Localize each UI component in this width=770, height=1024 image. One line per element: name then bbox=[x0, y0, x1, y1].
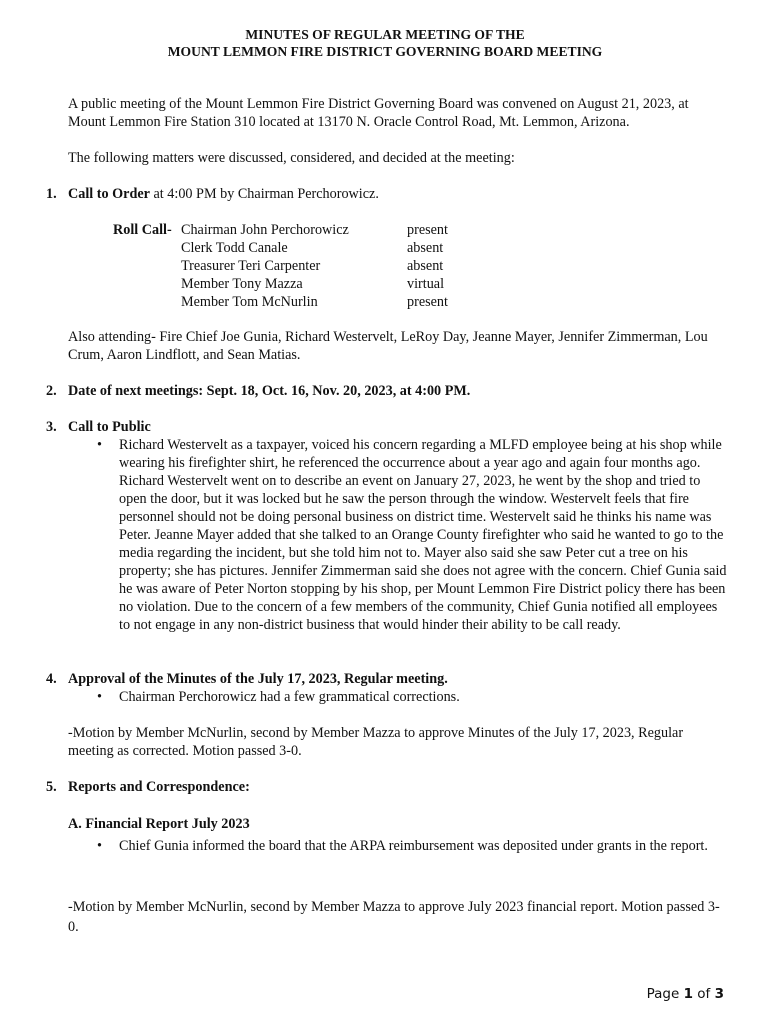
page-word: Page bbox=[646, 986, 680, 1002]
member-status: present bbox=[407, 294, 448, 310]
section-approval-minutes bbox=[46, 670, 726, 688]
member-name: Treasurer Teri Carpenter bbox=[181, 258, 321, 274]
member-name: Member Tony Mazza bbox=[181, 276, 303, 292]
roll-call-names bbox=[181, 221, 349, 311]
list-item-text: Richard Westervelt as a taxpayer, voiced his concern regarding a MLFD employee being at his shop while wearing his firefighter shirt, he referenced the occurrence about a year ago and again four months ago. Richard Westervelt went on to describe an event on January 27, 2023, he went by the shop and tried to open the door, but it was locked but he saw the person through the window. Westervelt feels that fire personnel should not be doing personal business on district time. Westervelt said he thinks his name was Peter. Jeanne Mayer added that she talked to an Orange County firefighter who said he wanted to go to the media regarding the incident, but she told him not to. Mayer also said she saw Peter cut a tree on his property; she has pictures. Jennifer Zimmerman said she does not agree with the concern. Chief Gunia said he was aware of Peter Norton stopping by his shop, per Mount Lemmon Fire District policy there has been no violation. Due to the concern of a few members of the community, Chief Gunia notified all employees to not engage in any non-district business that would hinder their ability to be call ready. bbox=[119, 437, 727, 633]
section-reports bbox=[46, 778, 726, 796]
section-number: 3. bbox=[46, 419, 57, 435]
bullet-icon: • bbox=[97, 437, 102, 453]
section-number: 5. bbox=[46, 779, 57, 795]
section-heading: Approval of the Minutes of the July 17, 2023, Regular meeting. bbox=[68, 671, 448, 687]
roll-call-statuses bbox=[407, 221, 448, 311]
subsection-financial-report: A. Financial Report July 2023 bbox=[68, 816, 250, 832]
list-item-text: Chairman Perchorowicz had a few grammatical corrections. bbox=[119, 689, 460, 705]
motion-paragraph: -Motion by Member McNurlin, second by Member Mazza to approve July 2023 financial report. Motion passed 3-0. bbox=[68, 899, 720, 935]
member-status: absent bbox=[407, 258, 444, 274]
document-title bbox=[0, 26, 770, 60]
title-line-2: MOUNT LEMMON FIRE DISTRICT GOVERNING BOARD MEETING bbox=[167, 44, 603, 59]
bullet-icon: • bbox=[97, 689, 102, 705]
member-name: Member Tom McNurlin bbox=[181, 294, 318, 310]
title-line-1: MINUTES OF REGULAR MEETING OF THE bbox=[245, 27, 525, 42]
member-name: Clerk Todd Canale bbox=[181, 240, 288, 256]
also-attending-paragraph: Also attending- Fire Chief Joe Gunia, Richard Westervelt, LeRoy Day, Jeanne Mayer, Jennifer Zimmerman, Lou Crum, Aaron Lindflott, and Sean Matias. bbox=[68, 329, 708, 363]
section-call-to-order bbox=[46, 185, 726, 203]
section-heading: Date of next meetings: Sept. 18, Oct. 16, Nov. 20, 2023, at 4:00 PM. bbox=[68, 383, 471, 399]
list-item-text: Chief Gunia informed the board that the ARPA reimbursement was deposited under grants in the report. bbox=[119, 838, 708, 854]
page-number bbox=[647, 985, 724, 1003]
section-call-to-public bbox=[46, 418, 726, 436]
member-name: Chairman John Perchorowicz bbox=[181, 222, 349, 238]
section-number: 2. bbox=[46, 383, 57, 399]
section-heading: Call to Order bbox=[68, 186, 150, 202]
section-number: 1. bbox=[46, 186, 57, 202]
matters-paragraph: The following matters were discussed, considered, and decided at the meeting: bbox=[68, 150, 515, 166]
member-status: virtual bbox=[407, 276, 445, 292]
intro-paragraph: A public meeting of the Mount Lemmon Fire District Governing Board was convened on August 21, 2023, at Mount Lemmon Fire Station 310 located at 13170 N. Oracle Control Road, Mt. Lemmon, Arizona. bbox=[68, 96, 689, 130]
section-next-meetings bbox=[46, 382, 726, 400]
total-pages: 3 bbox=[714, 986, 724, 1002]
section-text: at 4:00 PM by Chairman Perchorowicz. bbox=[149, 186, 379, 202]
member-status: absent bbox=[407, 240, 444, 256]
section-heading: Call to Public bbox=[68, 419, 151, 435]
section-number: 4. bbox=[46, 671, 57, 687]
motion-paragraph: -Motion by Member McNurlin, second by Member Mazza to approve Minutes of the July 17, 2023, Regular meeting as corrected. Motion passed 3-0. bbox=[68, 725, 684, 759]
roll-call-label: Roll Call- bbox=[113, 222, 172, 238]
section-heading: Reports and Correspondence: bbox=[68, 779, 250, 795]
member-status: present bbox=[407, 222, 448, 238]
of-word: of bbox=[697, 986, 711, 1002]
bullet-icon: • bbox=[97, 838, 102, 854]
current-page: 1 bbox=[683, 986, 693, 1002]
